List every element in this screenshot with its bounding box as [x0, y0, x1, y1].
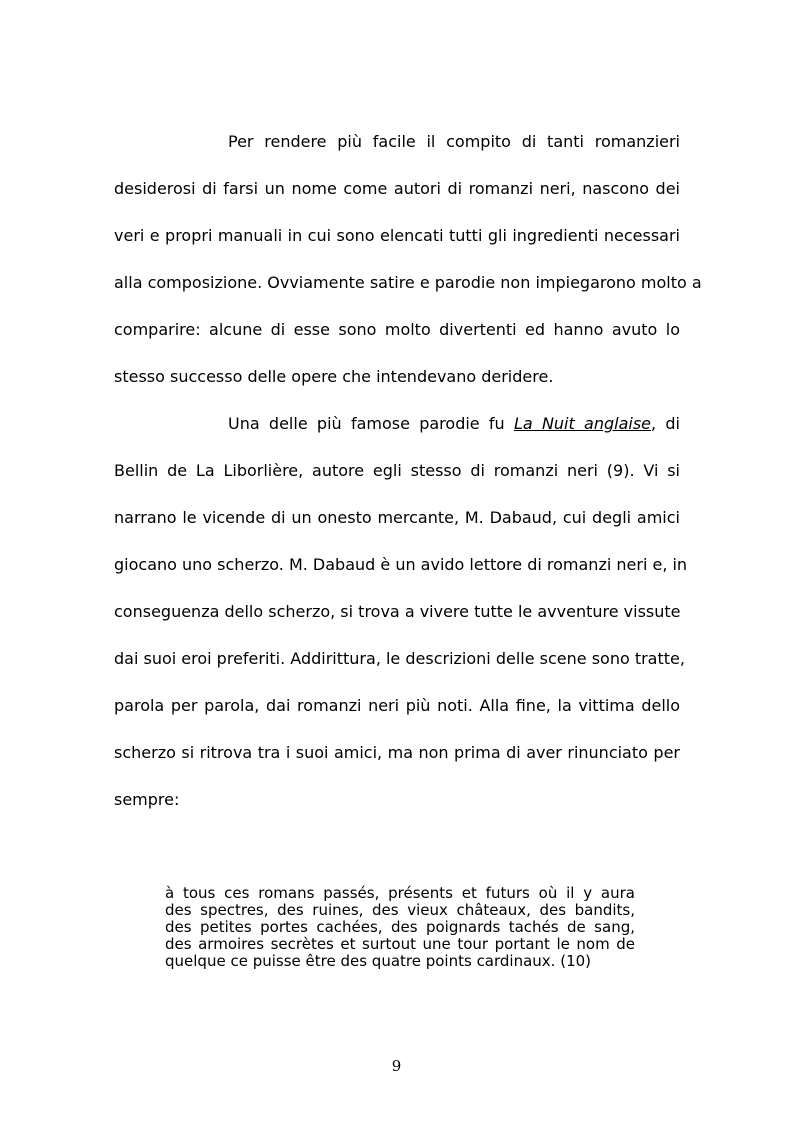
paragraph-2-line-6: dai suoi eroi preferiti. Addirittura, le descrizioni delle scene sono tratte, — [114, 649, 685, 668]
paragraph-2-line-3: narrano le vicende di un onesto mercante, M. Dabaud, cui degli amici — [114, 508, 680, 527]
paragraph-2-line-9: sempre: — [114, 790, 180, 809]
quote-line-4: des armoires secrètes et surtout une tour portant le nom de — [165, 935, 635, 953]
paragraph-2-line-4: giocano uno scherzo. M. Dabaud è un avido lettore di romanzi neri e, in — [114, 555, 688, 574]
quote-line-2: des spectres, des ruines, des vieux châteaux, des bandits, — [165, 901, 635, 919]
paragraph-2-lead-text: Una delle più famose parodie fu — [228, 414, 514, 433]
paragraph-1-line-2: desiderosi di farsi un nome come autori di romanzi neri, nascono dei — [114, 179, 680, 198]
paragraph-2-lead-tail: , di — [651, 414, 680, 433]
quote-line-3: des petites portes cachées, des poignards tachés de sang, — [165, 918, 635, 936]
paragraph-1-line-3: veri e propri manuali in cui sono elencati tutti gli ingredienti necessari — [114, 226, 680, 245]
paragraph-1-line-5: comparire: alcune di esse sono molto divertenti ed hanno avuto lo — [114, 320, 680, 339]
paragraph-2-line-7: parola per parola, dai romanzi neri più noti. Alla fine, la vittima dello — [114, 696, 680, 715]
paragraph-2-line-2: Bellin de La Liborlière, autore egli stesso di romanzi neri (9). Vi si — [114, 461, 680, 480]
paragraph-2-line-1 — [228, 414, 680, 434]
paragraph-2-line-8: scherzo si ritrova tra i suoi amici, ma non prima di aver rinunciato per — [114, 743, 680, 762]
paragraph-2-line-5: conseguenza dello scherzo, si trova a vivere tutte le avventure vissute — [114, 602, 681, 621]
paragraph-1-line-6: stesso successo delle opere che intendevano deridere. — [114, 367, 554, 386]
paragraph-1-line-1: Per rendere più facile il compito di tanti romanzieri — [228, 132, 680, 151]
book-title: La Nuit anglaise — [513, 414, 652, 433]
paragraph-1-line-4: alla composizione. Ovviamente satire e parodie non impiegarono molto a — [114, 273, 702, 292]
page-number: 9 — [391, 1057, 402, 1075]
quote-line-5: quelque ce puisse être des quatre points cardinaux. (10) — [165, 952, 592, 970]
quote-line-1: à tous ces romans passés, présents et futurs où il y aura — [165, 884, 635, 902]
